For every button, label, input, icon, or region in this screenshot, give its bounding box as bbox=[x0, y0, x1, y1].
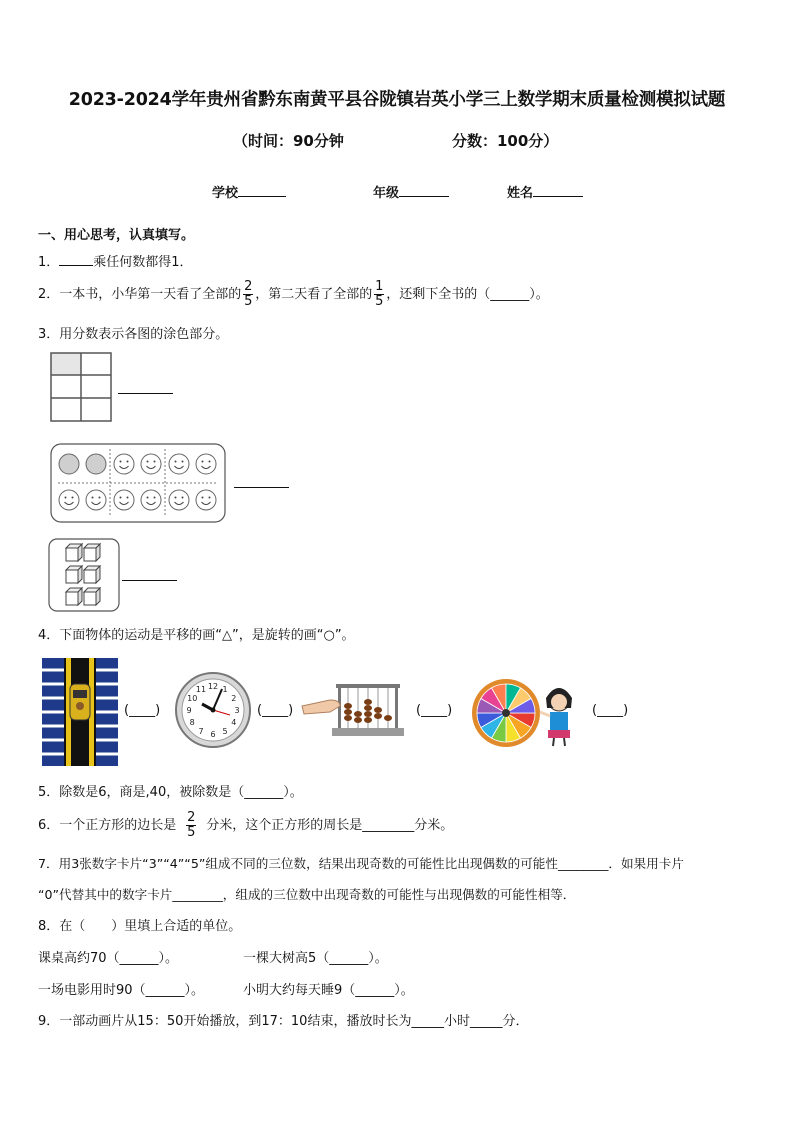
grade-label: 年级 bbox=[373, 186, 400, 201]
q6-fraction bbox=[186, 811, 196, 840]
q4-answer-2[interactable]: (____) bbox=[257, 703, 294, 718]
q6-numerator: 2 bbox=[187, 810, 196, 825]
spinner-wheel-image bbox=[470, 678, 582, 748]
q4-answer-3[interactable]: (____) bbox=[416, 703, 453, 718]
school-label: 学校 bbox=[212, 186, 239, 201]
abacus-image bbox=[300, 682, 406, 740]
svg-text:3: 3 bbox=[234, 706, 240, 715]
smiley-face-icon bbox=[114, 490, 134, 510]
question-9: 9．一部动画片从15：50开始播放，到17：10结束，播放时长为_____小时_____分． bbox=[38, 1014, 529, 1029]
clock-image bbox=[174, 671, 252, 749]
svg-text:7: 7 bbox=[198, 726, 204, 736]
cube-icon bbox=[66, 588, 82, 605]
name-field bbox=[507, 182, 583, 201]
question-2 bbox=[38, 280, 549, 309]
question-8: 8．在（ ）里填上合适的单位。 bbox=[38, 919, 242, 934]
svg-text:4: 4 bbox=[231, 718, 237, 727]
question-1 bbox=[38, 251, 193, 270]
smiley-faces-figure bbox=[50, 443, 226, 523]
cube-icon bbox=[66, 544, 82, 561]
q2-text-2: ，第二天看了全部的 bbox=[255, 287, 373, 302]
cube-icon bbox=[84, 566, 100, 583]
grade-field bbox=[373, 182, 449, 201]
q2-fraction-1 bbox=[243, 280, 253, 309]
svg-text:1: 1 bbox=[222, 685, 228, 695]
q1-number: 1． bbox=[38, 255, 60, 270]
svg-text:9: 9 bbox=[186, 706, 192, 715]
svg-text:11: 11 bbox=[195, 685, 207, 695]
q2-f1-denominator: 5 bbox=[244, 294, 253, 309]
smiley-face-icon bbox=[141, 490, 161, 510]
q4-answer-1[interactable]: (____) bbox=[124, 703, 161, 718]
q8-item-b: 一棵大树高5（______）。 bbox=[243, 951, 388, 966]
q1-blank bbox=[59, 254, 93, 266]
svg-text:10: 10 bbox=[187, 694, 198, 703]
q2-text-3: ，还剩下全书的（______）。 bbox=[386, 287, 549, 302]
cube-icon bbox=[84, 588, 100, 605]
cube-group bbox=[66, 544, 100, 605]
question-5: 5．除数是6，商是,40，被除数是（______）。 bbox=[38, 785, 303, 800]
svg-text:5: 5 bbox=[222, 726, 228, 736]
q8-item-a: 课桌高约70（______）。 bbox=[38, 951, 179, 966]
q8-item-c: 一场电影用时90（______）。 bbox=[38, 983, 205, 998]
q2-f2-numerator: 1 bbox=[375, 279, 384, 294]
q2-f1-numerator: 2 bbox=[244, 279, 253, 294]
q2-fraction-2 bbox=[374, 280, 384, 309]
q4-answer-4[interactable]: (____) bbox=[592, 703, 629, 718]
smiley-face-icon bbox=[86, 490, 106, 510]
q6-denominator: 5 bbox=[187, 825, 196, 840]
svg-text:2: 2 bbox=[231, 694, 237, 703]
q6-text-2: 分米，这个正方形的周长是________分米。 bbox=[206, 818, 454, 833]
q2-f2-denominator: 5 bbox=[375, 294, 384, 309]
exam-score: 分数：100分） bbox=[452, 132, 559, 150]
smiley-face-icon bbox=[169, 454, 189, 474]
question-7-line-1: 7．用3张数字卡片“3”“4”“5”组成不同的三位数，结果出现奇数的可能性比出现偶数的可能性________．如果用卡片 bbox=[38, 856, 684, 871]
page-title: 2023-2024学年贵州省黔东南黄平县谷陇镇岩英小学三上数学期末质量检测模拟试题 bbox=[68, 90, 726, 110]
question-6 bbox=[38, 811, 453, 840]
smiley-face-icon bbox=[196, 454, 216, 474]
name-label: 姓名 bbox=[507, 186, 534, 201]
question-3: 3．用分数表示各图的涂色部分。 bbox=[38, 327, 229, 342]
svg-text:12: 12 bbox=[207, 682, 219, 691]
exam-time: （时间：90分钟 bbox=[233, 132, 344, 150]
question-7-line-2: “0”代替其中的数字卡片________，组成的三位数中出现奇数的可能性与出现偶数的可能性相等． bbox=[38, 887, 576, 902]
face-group bbox=[59, 454, 216, 510]
grid-figure bbox=[50, 352, 112, 422]
question-4: 4．下面物体的运动是平移的画“△”，是旋转的画“○”。 bbox=[38, 628, 355, 643]
smiley-face-icon bbox=[169, 490, 189, 510]
svg-text:8: 8 bbox=[189, 718, 195, 727]
section-heading: 一、用心思考，认真填写。 bbox=[38, 228, 195, 243]
smiley-face-icon bbox=[59, 490, 79, 510]
q3-answer-line-1[interactable] bbox=[118, 393, 173, 394]
school-field bbox=[212, 182, 286, 201]
shaded-face-icon bbox=[59, 454, 79, 474]
cube-icon bbox=[66, 566, 82, 583]
q1-text: 乘任何数都得1． bbox=[93, 255, 193, 270]
q6-text-1: 6．一个正方形的边长是 bbox=[38, 818, 177, 833]
q8-item-d: 小明大约每天睡9（______）。 bbox=[243, 983, 414, 998]
q3-answer-line-2[interactable] bbox=[234, 487, 289, 488]
q2-text-1: 2．一本书，小华第一天看了全部的 bbox=[38, 287, 242, 302]
smiley-face-icon bbox=[196, 490, 216, 510]
q3-answer-line-3[interactable] bbox=[122, 580, 177, 581]
svg-text:6: 6 bbox=[210, 730, 216, 739]
smiley-face-icon bbox=[114, 454, 134, 474]
smiley-face-icon bbox=[141, 454, 161, 474]
escalator-elevator-image bbox=[42, 658, 118, 766]
cubes-figure bbox=[48, 538, 120, 612]
cube-icon bbox=[84, 544, 100, 561]
shaded-face-icon bbox=[86, 454, 106, 474]
